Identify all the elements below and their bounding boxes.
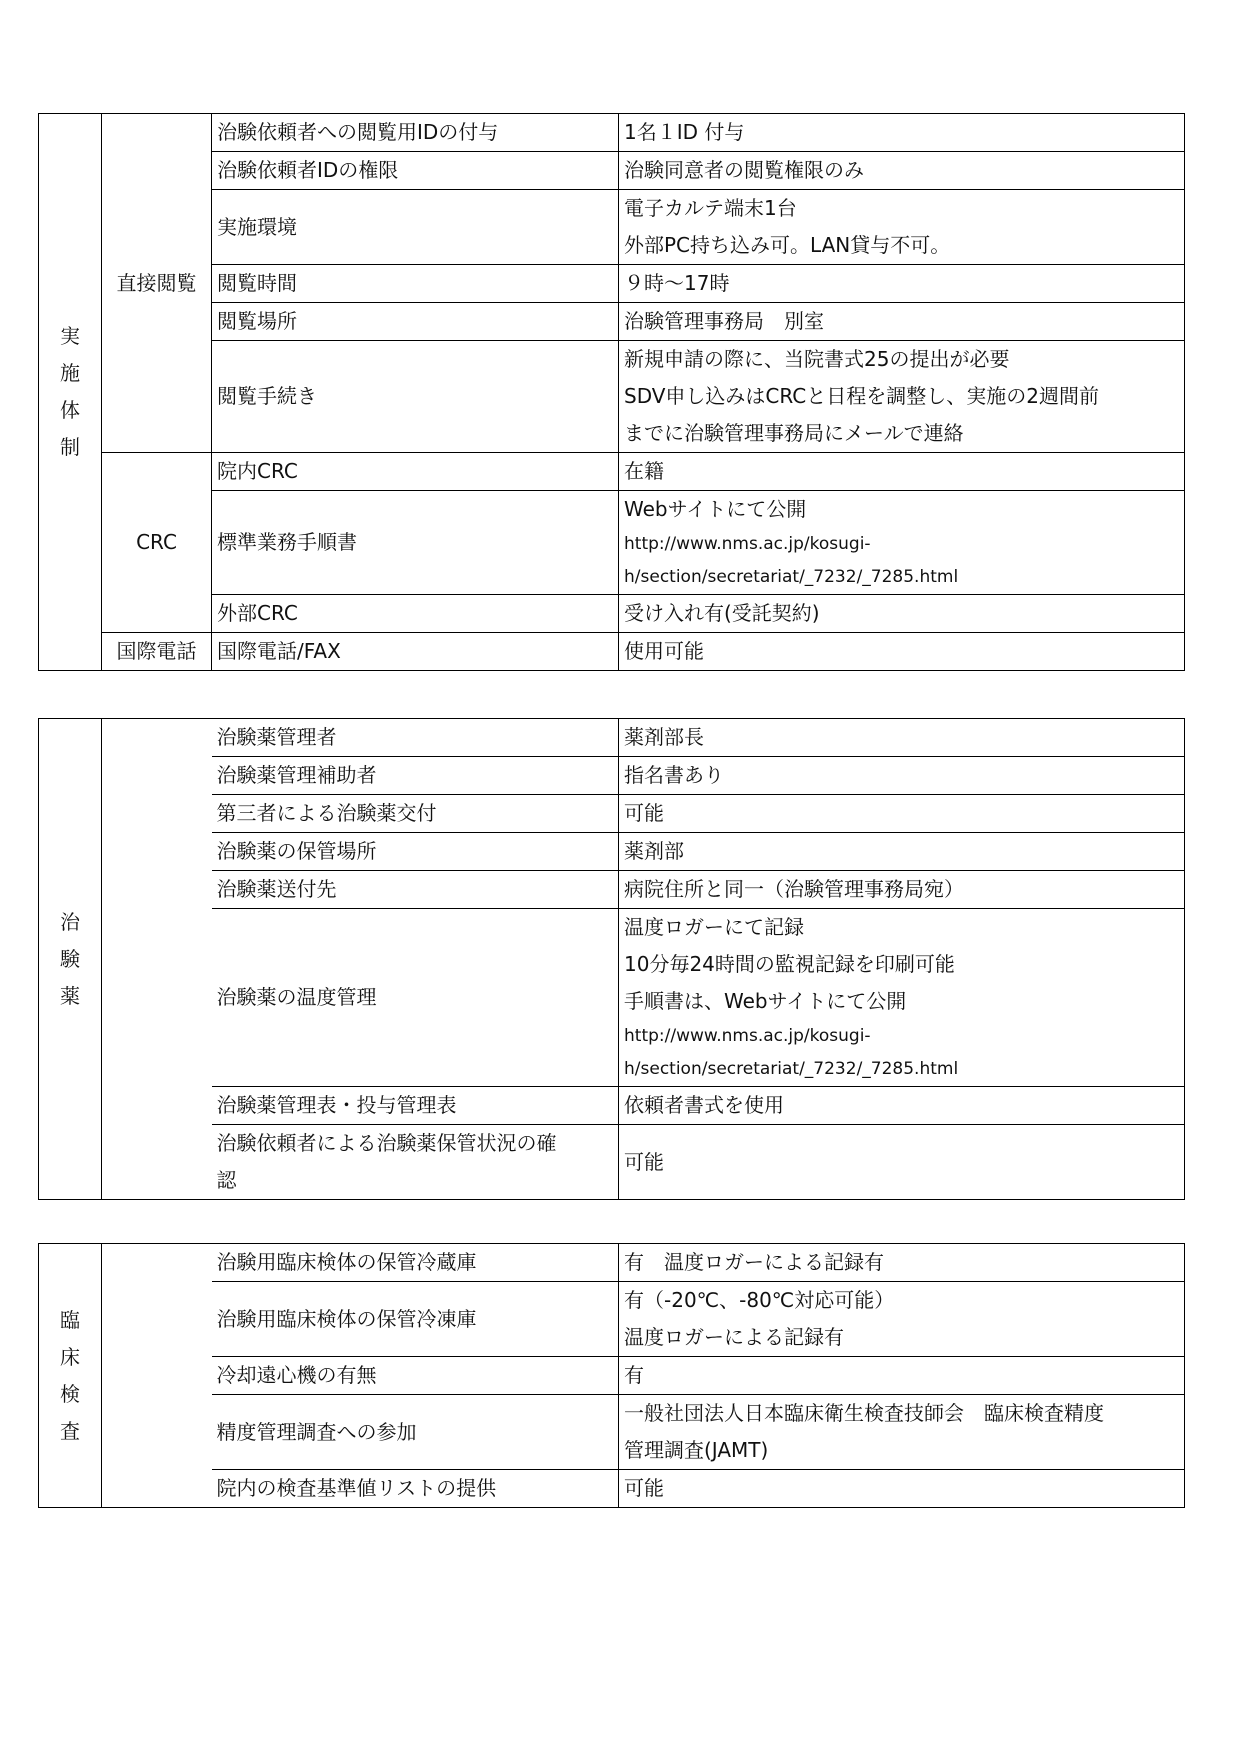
item-value: 有（-20℃、-80℃対応可能） 温度ロガーによる記録有	[619, 1282, 1185, 1357]
empty-group-cell	[102, 719, 212, 1200]
group-label-intl: 国際電話	[102, 633, 212, 671]
item-value: 1名１ID 付与	[619, 114, 1185, 152]
item-label: 閲覧時間	[212, 265, 619, 303]
item-label: 外部CRC	[212, 595, 619, 633]
item-value: 有 温度ロガーによる記録有	[619, 1244, 1185, 1282]
item-label: 第三者による治験薬交付	[212, 795, 619, 833]
item-label: 冷却遠心機の有無	[212, 1357, 619, 1395]
temp-manual-url-line-1[interactable]: http://www.nms.ac.jp/kosugi-	[624, 1026, 871, 1046]
item-value: ９時〜17時	[619, 265, 1185, 303]
item-label: 治験依頼者IDの権限	[212, 152, 619, 190]
item-value: 新規申請の際に、当院書式25の提出が必要 SDV申し込みはCRCと日程を調整し、実施の2週間前 までに治験管理事務局にメールで連絡	[619, 341, 1185, 453]
temp-manual-url-line-2[interactable]: h/section/secretariat/_7232/_7285.html	[624, 1059, 959, 1079]
table-row	[39, 719, 1185, 757]
item-label: 治験薬の保管場所	[212, 833, 619, 871]
item-label: 閲覧場所	[212, 303, 619, 341]
item-value: 依頼者書式を使用	[619, 1087, 1185, 1125]
item-value: 可能	[619, 795, 1185, 833]
group-label-direct: 直接閲覧	[102, 114, 212, 453]
empty-group-cell	[102, 1244, 212, 1508]
item-value: 薬剤部長	[619, 719, 1185, 757]
item-value: 在籍	[619, 453, 1185, 491]
group-label-crc: CRC	[102, 453, 212, 633]
section-label: 実 施 体 制	[39, 114, 102, 671]
item-label: 実施環境	[212, 190, 619, 265]
item-value: 病院住所と同一（治験管理事務局宛）	[619, 871, 1185, 909]
table-row	[39, 453, 1185, 491]
item-label: 治験薬管理表・投与管理表	[212, 1087, 619, 1125]
section-label: 臨 床 検 査	[39, 1244, 102, 1508]
item-label: 国際電話/FAX	[212, 633, 619, 671]
sop-url-line-1[interactable]: http://www.nms.ac.jp/kosugi-	[624, 534, 871, 554]
item-value: 治験管理事務局 別室	[619, 303, 1185, 341]
item-value: 温度ロガーにて記録 10分毎24時間の監視記録を印刷可能 手順書は、Webサイトにて公開 http://www.nms.ac.jp/kosugi- h/section/secretariat/_7232/_7285.html	[619, 909, 1185, 1087]
item-label: 院内CRC	[212, 453, 619, 491]
item-value: 薬剤部	[619, 833, 1185, 871]
table-jisshi-taisei	[38, 113, 1185, 671]
item-label: 治験薬の温度管理	[212, 909, 619, 1087]
table-rinsho-kensa	[38, 1243, 1185, 1508]
item-label: 治験依頼者への閲覧用IDの付与	[212, 114, 619, 152]
item-label: 治験薬管理補助者	[212, 757, 619, 795]
item-value: 可能	[619, 1470, 1185, 1508]
table-chiken-yaku	[38, 718, 1185, 1200]
item-value: 治験同意者の閲覧権限のみ	[619, 152, 1185, 190]
section-label: 治 験 薬	[39, 719, 102, 1200]
table-row	[39, 633, 1185, 671]
item-label: 精度管理調査への参加	[212, 1395, 619, 1470]
item-label: 治験薬送付先	[212, 871, 619, 909]
item-value: 電子カルテ端末1台 外部PC持ち込み可。LAN貸与不可。	[619, 190, 1185, 265]
table-row	[39, 114, 1185, 152]
item-value: 使用可能	[619, 633, 1185, 671]
item-label: 標準業務手順書	[212, 491, 619, 595]
item-value: 一般社団法人日本臨床衛生検査技師会 臨床検査精度 管理調査(JAMT)	[619, 1395, 1185, 1470]
table-row	[39, 1244, 1185, 1282]
item-value: 受け入れ有(受託契約)	[619, 595, 1185, 633]
item-label: 院内の検査基準値リストの提供	[212, 1470, 619, 1508]
sop-url-line-2[interactable]: h/section/secretariat/_7232/_7285.html	[624, 567, 959, 587]
item-value: 可能	[619, 1125, 1185, 1200]
item-value: 指名書あり	[619, 757, 1185, 795]
item-value: Webサイトにて公開 http://www.nms.ac.jp/kosugi- h/section/secretariat/_7232/_7285.html	[619, 491, 1185, 595]
item-label: 閲覧手続き	[212, 341, 619, 453]
item-label: 治験用臨床検体の保管冷蔵庫	[212, 1244, 619, 1282]
item-label: 治験薬管理者	[212, 719, 619, 757]
item-value: 有	[619, 1357, 1185, 1395]
item-label: 治験用臨床検体の保管冷凍庫	[212, 1282, 619, 1357]
item-label: 治験依頼者による治験薬保管状況の確 認	[212, 1125, 619, 1200]
